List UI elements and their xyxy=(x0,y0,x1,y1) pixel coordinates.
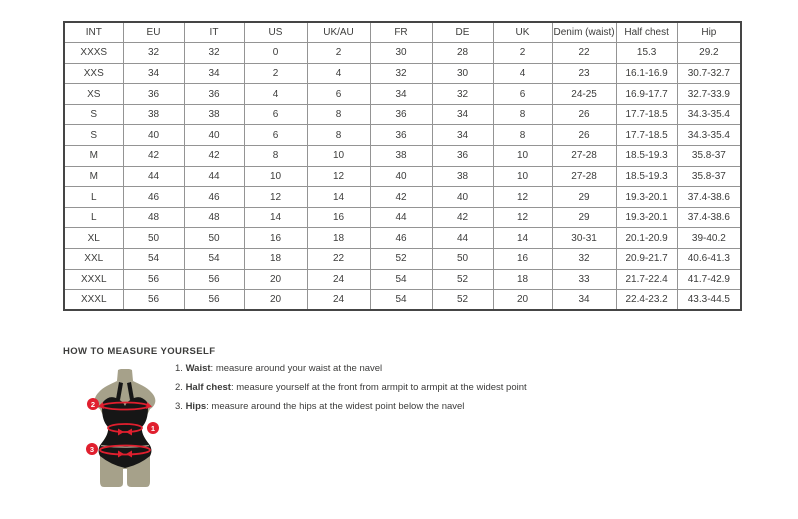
table-cell: 8 xyxy=(307,104,370,125)
table-cell: 14 xyxy=(493,228,552,249)
table-cell: 12 xyxy=(244,187,307,208)
table-row xyxy=(64,63,741,84)
table-cell: 50 xyxy=(123,228,184,249)
table-cell: 54 xyxy=(370,290,432,311)
table-cell: 56 xyxy=(184,269,244,290)
table-cell: 44 xyxy=(370,207,432,228)
table-cell: 38 xyxy=(184,104,244,125)
table-cell: 52 xyxy=(370,249,432,270)
table-row xyxy=(64,187,741,208)
table-cell: 4 xyxy=(493,63,552,84)
column-header: Hip xyxy=(677,22,741,43)
table-cell: 48 xyxy=(184,207,244,228)
table-cell: 8 xyxy=(493,104,552,125)
table-cell: 27-28 xyxy=(552,166,616,187)
table-cell: 32 xyxy=(432,84,493,105)
table-cell: 32.7-33.9 xyxy=(677,84,741,105)
table-cell: 35.8-37 xyxy=(677,166,741,187)
table-cell: 50 xyxy=(184,228,244,249)
step-text: : measure around your waist at the navel xyxy=(210,363,383,374)
table-cell: 46 xyxy=(184,187,244,208)
table-cell: 52 xyxy=(432,269,493,290)
how-to-measure-heading: HOW TO MEASURE YOURSELF xyxy=(63,346,216,357)
table-cell: 44 xyxy=(184,166,244,187)
table-cell: 52 xyxy=(432,290,493,311)
marker-waist xyxy=(147,422,159,434)
table-cell: 14 xyxy=(244,207,307,228)
table-cell: 10 xyxy=(307,146,370,167)
table-cell: 17.7-18.5 xyxy=(616,104,677,125)
table-cell: 42 xyxy=(184,146,244,167)
table-cell: 24 xyxy=(307,269,370,290)
table-cell: XS xyxy=(64,84,123,105)
table-cell: 18 xyxy=(307,228,370,249)
table-cell: 40 xyxy=(123,125,184,146)
table-cell: 10 xyxy=(493,166,552,187)
table-cell: 4 xyxy=(307,63,370,84)
step-label: Half chest xyxy=(185,382,231,393)
table-cell: 2 xyxy=(493,43,552,64)
table-cell: 2 xyxy=(307,43,370,64)
table-cell: 20.1-20.9 xyxy=(616,228,677,249)
step-label: Waist xyxy=(185,363,211,374)
table-cell: 6 xyxy=(244,104,307,125)
table-cell: 54 xyxy=(123,249,184,270)
table-cell: 0 xyxy=(244,43,307,64)
table-cell: 29 xyxy=(552,187,616,208)
table-cell: 16 xyxy=(244,228,307,249)
table-cell: 29 xyxy=(552,207,616,228)
table-cell: 27-28 xyxy=(552,146,616,167)
table-cell: 32 xyxy=(370,63,432,84)
table-cell: 38 xyxy=(370,146,432,167)
table-cell: 19.3-20.1 xyxy=(616,187,677,208)
table-cell: M xyxy=(64,146,123,167)
table-cell: M xyxy=(64,166,123,187)
table-cell: 6 xyxy=(307,84,370,105)
table-cell: 22 xyxy=(307,249,370,270)
table-cell: 46 xyxy=(123,187,184,208)
table-cell: 23 xyxy=(552,63,616,84)
table-cell: 22 xyxy=(552,43,616,64)
table-cell: 35.8-37 xyxy=(677,146,741,167)
table-cell: 40 xyxy=(432,187,493,208)
table-cell: 20.9-21.7 xyxy=(616,249,677,270)
table-row xyxy=(64,249,741,270)
table-cell: 50 xyxy=(432,249,493,270)
table-cell: 44 xyxy=(432,228,493,249)
table-cell: 2 xyxy=(244,63,307,84)
table-cell: 36 xyxy=(123,84,184,105)
table-cell: 42 xyxy=(123,146,184,167)
table-cell: 36 xyxy=(370,125,432,146)
table-row xyxy=(64,84,741,105)
table-cell: XXXL xyxy=(64,290,123,311)
measurement-step xyxy=(175,382,527,393)
table-cell: S xyxy=(64,125,123,146)
column-header: UK xyxy=(493,22,552,43)
column-header: Half chest xyxy=(616,22,677,43)
table-cell: 48 xyxy=(123,207,184,228)
table-cell: S xyxy=(64,104,123,125)
column-header: Denim (waist) xyxy=(552,22,616,43)
table-cell: 18.5-19.3 xyxy=(616,146,677,167)
mannequin-illustration xyxy=(83,369,175,494)
table-cell: 30 xyxy=(370,43,432,64)
table-cell: 22.4-23.2 xyxy=(616,290,677,311)
table-cell: 18 xyxy=(493,269,552,290)
table-cell: 42 xyxy=(370,187,432,208)
table-cell: 54 xyxy=(370,269,432,290)
table-header-row xyxy=(64,22,741,43)
measurement-figure xyxy=(83,369,175,494)
column-header: DE xyxy=(432,22,493,43)
measurement-step xyxy=(175,401,527,412)
table-cell: XXXL xyxy=(64,269,123,290)
column-header: INT xyxy=(64,22,123,43)
table-body xyxy=(64,43,741,311)
table-cell: L xyxy=(64,207,123,228)
table-cell: 24 xyxy=(307,290,370,311)
table-row xyxy=(64,166,741,187)
table-cell: 20 xyxy=(493,290,552,311)
table-cell: 39-40.2 xyxy=(677,228,741,249)
column-header: US xyxy=(244,22,307,43)
table-cell: XXL xyxy=(64,249,123,270)
measurement-step xyxy=(175,363,527,374)
table-cell: 17.7-18.5 xyxy=(616,125,677,146)
table-cell: 8 xyxy=(244,146,307,167)
table-cell: 43.3-44.5 xyxy=(677,290,741,311)
table-cell: 10 xyxy=(493,146,552,167)
table-cell: 18.5-19.3 xyxy=(616,166,677,187)
table-cell: 32 xyxy=(184,43,244,64)
step-number: 1. xyxy=(175,363,186,374)
table-cell: XXXS xyxy=(64,43,123,64)
table-cell: 14 xyxy=(307,187,370,208)
table-cell: 56 xyxy=(184,290,244,311)
table-cell: 37.4-38.6 xyxy=(677,187,741,208)
table-cell: 18 xyxy=(244,249,307,270)
table-cell: 32 xyxy=(552,249,616,270)
table-cell: 8 xyxy=(493,125,552,146)
table-cell: 34 xyxy=(432,104,493,125)
table-row xyxy=(64,104,741,125)
table-cell: 56 xyxy=(123,290,184,311)
table-cell: 29.2 xyxy=(677,43,741,64)
table-cell: 34 xyxy=(184,63,244,84)
table-cell: 38 xyxy=(123,104,184,125)
table-cell: 16 xyxy=(493,249,552,270)
measurement-steps xyxy=(175,363,527,420)
table-cell: 8 xyxy=(307,125,370,146)
step-number: 2. xyxy=(175,382,186,393)
table-cell: 30.7-32.7 xyxy=(677,63,741,84)
marker-half-chest-number: 2 xyxy=(90,399,96,409)
table-cell: 20 xyxy=(244,290,307,311)
table-cell: 34 xyxy=(123,63,184,84)
table-cell: 21.7-22.4 xyxy=(616,269,677,290)
table-cell: 34 xyxy=(552,290,616,311)
column-header: FR xyxy=(370,22,432,43)
step-label: Hips xyxy=(185,401,207,412)
table-cell: 40 xyxy=(184,125,244,146)
table-cell: 44 xyxy=(123,166,184,187)
table-cell: 30 xyxy=(432,63,493,84)
table-cell: 15.3 xyxy=(616,43,677,64)
table-cell: XXS xyxy=(64,63,123,84)
table-cell: 16.9-17.7 xyxy=(616,84,677,105)
table-cell: 40 xyxy=(370,166,432,187)
step-number: 3. xyxy=(175,401,186,412)
table-row xyxy=(64,269,741,290)
table-row xyxy=(64,125,741,146)
table-cell: 34.3-35.4 xyxy=(677,104,741,125)
table-cell: 6 xyxy=(493,84,552,105)
table-cell: 38 xyxy=(432,166,493,187)
table-cell: 10 xyxy=(244,166,307,187)
table-cell: 56 xyxy=(123,269,184,290)
table-row xyxy=(64,228,741,249)
table-cell: 20 xyxy=(244,269,307,290)
table-cell: 19.3-20.1 xyxy=(616,207,677,228)
table-cell: 26 xyxy=(552,104,616,125)
table-cell: 24-25 xyxy=(552,84,616,105)
table-cell: 16 xyxy=(307,207,370,228)
table-cell: 34.3-35.4 xyxy=(677,125,741,146)
table-cell: 16.1-16.9 xyxy=(616,63,677,84)
table-cell: 34 xyxy=(432,125,493,146)
size-chart-table xyxy=(63,21,742,311)
table-row xyxy=(64,207,741,228)
table-row xyxy=(64,290,741,311)
table-cell: 32 xyxy=(123,43,184,64)
table-cell: 46 xyxy=(370,228,432,249)
table-cell: 37.4-38.6 xyxy=(677,207,741,228)
table-cell: 33 xyxy=(552,269,616,290)
table-cell: 42 xyxy=(432,207,493,228)
table-cell: 36 xyxy=(370,104,432,125)
column-header: IT xyxy=(184,22,244,43)
table-cell: 34 xyxy=(370,84,432,105)
step-text: : measure yourself at the front from armpit to armpit at the widest point xyxy=(230,382,527,393)
table-row xyxy=(64,43,741,64)
table-cell: L xyxy=(64,187,123,208)
table-cell: 40.6-41.3 xyxy=(677,249,741,270)
table-cell: 4 xyxy=(244,84,307,105)
table-cell: 26 xyxy=(552,125,616,146)
step-text: : measure around the hips at the widest point below the navel xyxy=(206,401,465,412)
table-cell: 6 xyxy=(244,125,307,146)
column-header: UK/AU xyxy=(307,22,370,43)
table-cell: 28 xyxy=(432,43,493,64)
table-cell: XL xyxy=(64,228,123,249)
table-cell: 54 xyxy=(184,249,244,270)
marker-hips-number: 3 xyxy=(89,444,95,454)
marker-waist-number: 1 xyxy=(150,423,156,433)
table-cell: 41.7-42.9 xyxy=(677,269,741,290)
column-header: EU xyxy=(123,22,184,43)
table-cell: 36 xyxy=(432,146,493,167)
table-cell: 12 xyxy=(493,207,552,228)
table-cell: 36 xyxy=(184,84,244,105)
marker-half-chest xyxy=(87,398,99,410)
marker-hips xyxy=(86,443,98,455)
table-cell: 12 xyxy=(307,166,370,187)
table-cell: 12 xyxy=(493,187,552,208)
table-row xyxy=(64,146,741,167)
table-cell: 30-31 xyxy=(552,228,616,249)
